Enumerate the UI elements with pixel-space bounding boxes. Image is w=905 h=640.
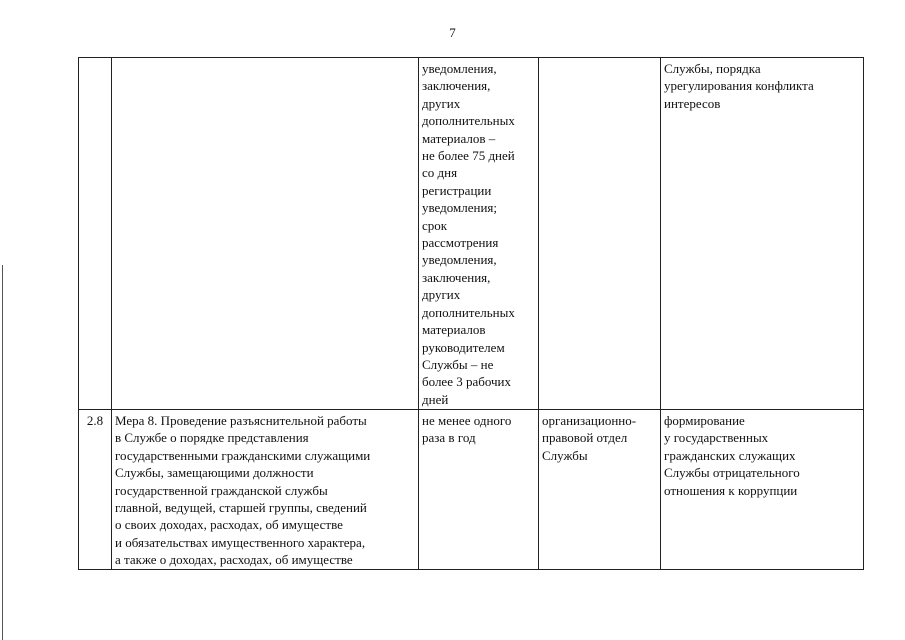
scan-edge-line <box>2 265 3 640</box>
table-row <box>79 410 864 570</box>
cell-responsible: организационно- правовой отдел Службы <box>539 410 661 570</box>
cell-measure <box>112 58 419 410</box>
cell-number <box>79 58 112 410</box>
cell-responsible <box>539 58 661 410</box>
cell-measure: Мера 8. Проведение разъяснительной работы в Службе о порядке представления государственными гражданскими служащими Службы, замещающими должности государственной гражданской службы главной, ведущей, старшей группы, сведений о своих доходах, расходах, об имуществе и обязательствах имущественного характера, а также о доходах, расходах, об имуществе <box>112 410 419 570</box>
page-number: 7 <box>449 25 456 40</box>
cell-result: формирование у государственных гражданских служащих Службы отрицательного отношения к коррупции <box>661 410 864 570</box>
cell-result: Службы, порядка урегулирования конфликта интересов <box>661 58 864 410</box>
table-row <box>79 58 864 410</box>
cell-number: 2.8 <box>79 410 112 570</box>
cell-term: не менее одного раза в год <box>419 410 539 570</box>
measures-table <box>78 57 864 570</box>
cell-term: уведомления, заключения, других дополнительных материалов – не более 75 дней со дня регистрации уведомления; срок рассмотрения уведомления, заключения, других дополнительных материалов руководителем Службы – не более 3 рабочих дней <box>419 58 539 410</box>
